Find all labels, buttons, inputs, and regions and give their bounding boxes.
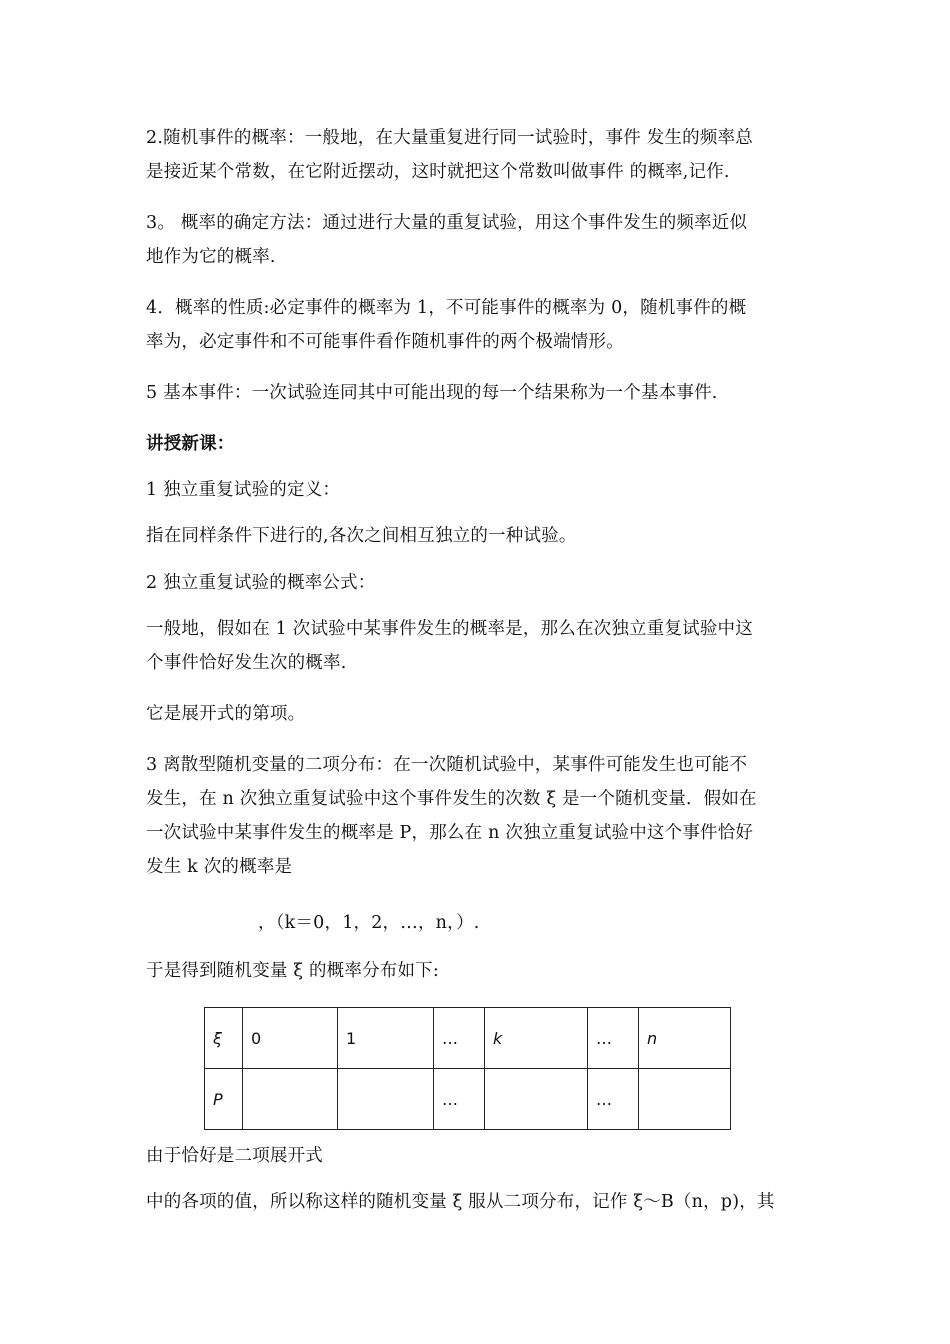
table-cell: 0	[243, 1008, 338, 1069]
text-line: 5 基本事件：一次试验连同其中可能出现的每一个结果称为一个基本事件.	[146, 383, 718, 403]
text-line: 个事件恰好发生次的概率.	[146, 653, 347, 673]
text-line: 4．概率的性质:必定事件的概率为 1，不可能事件的概率为 0，随机事件的概	[146, 298, 747, 318]
table-cell	[639, 1069, 731, 1130]
probability-distribution-table	[204, 1007, 731, 1130]
table-row	[205, 1008, 731, 1069]
formula-line: ，（k＝0，1，2，…，n，）.	[258, 913, 480, 933]
table-cell	[338, 1069, 434, 1130]
text-line: 一般地，假如在 1 次试验中某事件发生的概率是，那么在次独立重复试验中这	[146, 619, 753, 639]
table-cell: ξ	[205, 1008, 243, 1069]
text-line: 3。 概率的确定方法：通过进行大量的重复试验，用这个事件发生的频率近似	[146, 213, 748, 233]
text-line: 2.随机事件的概率：一般地，在大量重复进行同一试验时，事件 发生的频率总	[146, 128, 753, 148]
text-line: 发生，在 n 次独立重复试验中这个事件发生的次数 ξ 是一个随机变量．假如在	[146, 789, 757, 809]
table-cell: k	[485, 1008, 588, 1069]
text-line: 于是得到随机变量 ξ 的概率分布如下:	[146, 961, 439, 981]
table-cell: …	[588, 1069, 639, 1130]
text-line: 地作为它的概率.	[146, 247, 276, 267]
text-line: 3 离散型随机变量的二项分布：在一次随机试验中，某事件可能发生也可能不	[146, 755, 748, 775]
text-line: 一次试验中某事件发生的概率是 P，那么在 n 次独立重复试验中这个事件恰好	[146, 823, 754, 843]
table-cell: P	[205, 1069, 243, 1130]
text-line: 指在同样条件下进行的,各次之间相互独立的一种试验。	[146, 526, 577, 546]
table-cell: …	[434, 1008, 485, 1069]
text-line: 由于恰好是二项展开式	[146, 1146, 323, 1166]
text-line: 2 独立重复试验的概率公式：	[146, 573, 376, 593]
table-cell: …	[588, 1008, 639, 1069]
section-heading: 讲授新课：	[146, 434, 235, 454]
table-cell: 1	[338, 1008, 434, 1069]
text-line: 率为，必定事件和不可能事件看作随机事件的两个极端情形。	[146, 332, 624, 352]
text-line: 它是展开式的第项。	[146, 704, 306, 724]
table-cell	[485, 1069, 588, 1130]
text-line: 发生 k 次的概率是	[146, 857, 293, 877]
table-row	[205, 1069, 731, 1130]
text-line: 中的各项的值，所以称这样的随机变量 ξ 服从二项分布，记作 ξ～B（n，p)，其	[146, 1192, 775, 1212]
table-cell: n	[639, 1008, 731, 1069]
text-line: 1 独立重复试验的定义：	[146, 480, 341, 500]
table-cell: …	[434, 1069, 485, 1130]
table-cell	[243, 1069, 338, 1130]
text-line: 是接近某个常数，在它附近摆动，这时就把这个常数叫做事件 的概率,记作.	[146, 162, 730, 182]
